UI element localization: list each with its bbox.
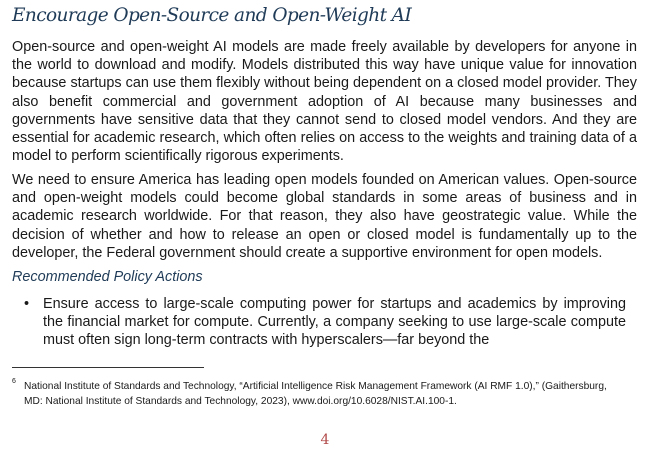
section-heading: Encourage Open-Source and Open-Weight AI (12, 5, 412, 26)
body-paragraph: We need to ensure America has leading open models founded on American values. Open-source and open-weight models could become global standards in some areas of business and in academic research worldwide. For that reason, they also have geostrategic value. While the decision of whether and how to release an open or closed model is fundamentally up to the developer, the Federal government should create a supportive environment for open models. (12, 172, 637, 261)
recommended-actions-heading: Recommended Policy Actions (12, 269, 203, 285)
footnote-text: National Institute of Standards and Technology, “Artificial Intelligence Risk Management Framework (AI RMF 1.0),” (Gaithersburg, MD: National Institute of Standards and Technology, 2023), www.doi.org/10.6028/NIST.AI.100-1. (24, 381, 607, 407)
footnote-divider (12, 367, 204, 368)
footnote-marker: 6 (12, 378, 16, 385)
bullet-icon: • (24, 296, 30, 312)
list-item-text: Ensure access to large-scale computing power for startups and academics by improving the financial market for compute. Currently, a company seeking to use large-scale compute must often sign long-term contracts with hyperscalers—far beyond the (43, 296, 626, 349)
body-paragraph: Open-source and open-weight AI models are made freely available by developers for anyone in the world to download and modify. Models distributed this way have unique value for innovation because startups can use them flexibly without being dependent on a closed model provider. They also benefit commercial and government adoption of AI because many businesses and governments have sensitive data that they cannot send to closed model vendors. And they are essential for academic research, which often relies on access to the weights and training data of a model to perform scientifically rigorous experiments. (12, 39, 637, 165)
page-number: 4 (320, 432, 330, 448)
